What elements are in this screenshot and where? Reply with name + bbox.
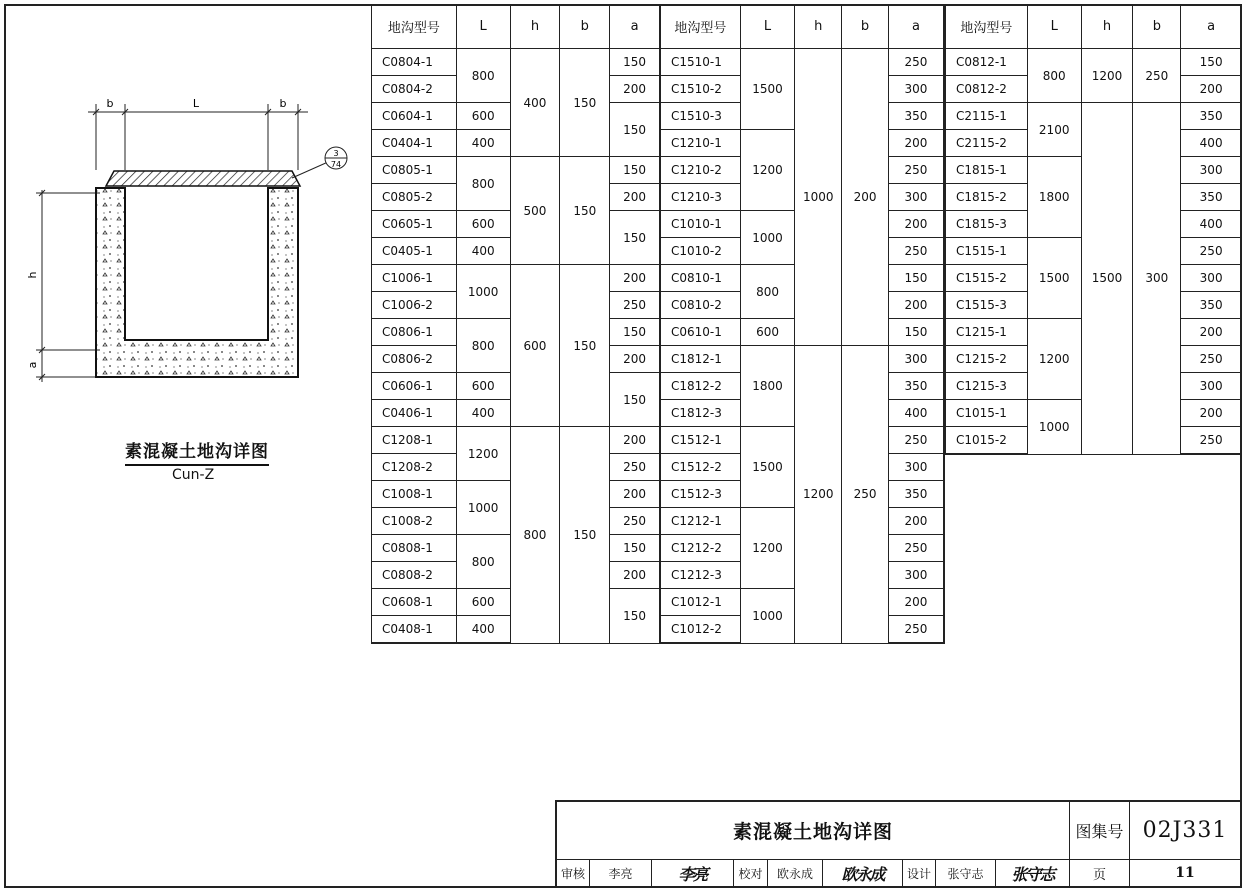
model-code: C1510-2	[661, 76, 741, 103]
model-code: C1815-2	[946, 184, 1028, 211]
a-value: 150	[610, 211, 660, 265]
l-value: 400	[456, 238, 510, 265]
h-value: 1200	[795, 346, 842, 644]
header-l: L	[456, 5, 510, 49]
l-value: 800	[456, 535, 510, 589]
model-code: C1008-1	[372, 481, 457, 508]
model-code: C0406-1	[372, 400, 457, 427]
a-value: 250	[888, 157, 944, 184]
l-value: 1000	[456, 265, 510, 319]
l-value: 800	[1027, 49, 1081, 103]
header-model: 地沟型号	[372, 5, 457, 49]
l-value: 1800	[1027, 157, 1081, 238]
l-value: 1000	[456, 481, 510, 535]
a-value: 200	[888, 292, 944, 319]
title-block-title: 素混凝土地沟详图	[732, 821, 893, 843]
dim-a: a	[26, 361, 39, 369]
a-value: 300	[888, 76, 944, 103]
h-value: 800	[510, 427, 560, 644]
a-value: 250	[888, 49, 944, 76]
l-value: 1500	[1027, 238, 1081, 319]
a-value: 150	[888, 265, 944, 292]
model-code: C1015-1	[946, 400, 1028, 427]
l-value: 1200	[740, 130, 795, 211]
dim-l: L	[192, 97, 200, 110]
model-code: C0606-1	[372, 373, 457, 400]
callout-bottom: 74	[330, 160, 342, 169]
l-value: 1500	[740, 427, 795, 508]
h-value: 400	[510, 49, 560, 157]
header-a: a	[1181, 5, 1242, 49]
b-value: 150	[560, 157, 610, 265]
a-value: 150	[610, 103, 660, 157]
model-code: C0806-2	[372, 346, 457, 373]
a-value: 250	[610, 454, 660, 481]
top-dimension-line	[88, 104, 308, 170]
h-value: 500	[510, 157, 560, 265]
checker-signature: 欧永成	[823, 860, 903, 886]
model-code: C1812-3	[661, 400, 741, 427]
model-code: C1210-3	[661, 184, 741, 211]
a-value: 350	[888, 373, 944, 400]
a-value: 250	[888, 535, 944, 562]
model-code: C1215-2	[946, 346, 1028, 373]
b-value: 200	[842, 49, 889, 346]
model-code: C0804-2	[372, 76, 457, 103]
model-code: C0605-1	[372, 211, 457, 238]
header-model: 地沟型号	[946, 5, 1028, 49]
a-value: 250	[888, 238, 944, 265]
review-label: 审核	[557, 860, 590, 886]
model-code: C0804-1	[372, 49, 457, 76]
trench-section-drawing	[26, 90, 360, 390]
model-code: C1515-1	[946, 238, 1028, 265]
a-value: 150	[610, 157, 660, 184]
l-value: 800	[456, 319, 510, 373]
a-value: 200	[1181, 319, 1242, 346]
dim-b-left: b	[106, 97, 114, 110]
l-value: 800	[456, 49, 510, 103]
a-value: 350	[888, 103, 944, 130]
l-value: 1200	[456, 427, 510, 481]
model-code: C0808-1	[372, 535, 457, 562]
h-value: 1000	[795, 49, 842, 346]
header-h: h	[1081, 5, 1133, 49]
model-code: C1512-3	[661, 481, 741, 508]
model-code: C2115-1	[946, 103, 1028, 130]
a-value: 300	[888, 454, 944, 481]
b-value: 150	[560, 49, 610, 157]
page-label: 页	[1070, 860, 1130, 886]
header-h: h	[510, 5, 560, 49]
a-value: 200	[610, 427, 660, 454]
spec-table-3	[945, 4, 1242, 455]
atlas-number: 02J331	[1130, 802, 1240, 860]
l-value: 1200	[740, 508, 795, 589]
a-value: 300	[888, 562, 944, 589]
a-value: 200	[888, 211, 944, 238]
l-value: 1000	[740, 589, 795, 644]
model-code: C1215-3	[946, 373, 1028, 400]
header-model: 地沟型号	[661, 5, 741, 49]
concrete-u-channel	[96, 188, 298, 377]
model-code: C1208-2	[372, 454, 457, 481]
designer-name: 张守志	[936, 860, 996, 886]
a-value: 150	[888, 319, 944, 346]
l-value: 400	[456, 400, 510, 427]
title-block	[555, 800, 1242, 888]
model-code: C1006-1	[372, 265, 457, 292]
spec-table-1	[371, 4, 660, 644]
model-code: C1212-1	[661, 508, 741, 535]
l-value: 400	[456, 616, 510, 644]
model-code: C0608-1	[372, 589, 457, 616]
a-value: 150	[610, 535, 660, 562]
l-value: 600	[740, 319, 795, 346]
l-value: 1500	[740, 49, 795, 130]
a-value: 300	[1181, 373, 1242, 400]
l-value: 1200	[1027, 319, 1081, 400]
a-value: 200	[888, 130, 944, 157]
model-code: C1008-2	[372, 508, 457, 535]
model-code: C1510-1	[661, 49, 741, 76]
model-code: C1015-2	[946, 427, 1028, 455]
a-value: 250	[888, 616, 944, 644]
a-value: 150	[1181, 49, 1242, 76]
h-value: 600	[510, 265, 560, 427]
detail-subtitle: Cun-Z	[172, 467, 215, 483]
model-code: C0812-2	[946, 76, 1028, 103]
a-value: 200	[1181, 400, 1242, 427]
model-code: C1812-1	[661, 346, 741, 373]
reviewer-name: 李亮	[590, 860, 652, 886]
model-code: C0408-1	[372, 616, 457, 644]
a-value: 200	[610, 481, 660, 508]
l-value: 800	[456, 157, 510, 211]
check-label: 校对	[734, 860, 768, 886]
cover-slab	[106, 171, 300, 186]
a-value: 400	[1181, 211, 1242, 238]
detail-title: 素混凝土地沟详图	[125, 437, 269, 466]
h-value: 1500	[1081, 103, 1133, 455]
a-value: 300	[1181, 157, 1242, 184]
h-value: 1200	[1081, 49, 1133, 103]
a-value: 250	[888, 427, 944, 454]
l-value: 600	[456, 589, 510, 616]
model-code: C1815-1	[946, 157, 1028, 184]
title-block-title-cell	[557, 802, 1070, 860]
dim-b-right: b	[279, 97, 287, 110]
l-value: 600	[456, 211, 510, 238]
model-code: C0404-1	[372, 130, 457, 157]
reviewer-signature: 李亮	[652, 860, 734, 886]
a-value: 150	[610, 319, 660, 346]
l-value: 1800	[740, 346, 795, 427]
dim-h: h	[26, 271, 39, 279]
l-value: 600	[456, 103, 510, 130]
l-value: 600	[456, 373, 510, 400]
model-code: C1012-1	[661, 589, 741, 616]
a-value: 250	[610, 508, 660, 535]
b-value: 150	[560, 265, 610, 427]
header-a: a	[610, 5, 660, 49]
a-value: 400	[1181, 130, 1242, 157]
model-code: C0604-1	[372, 103, 457, 130]
a-value: 150	[610, 49, 660, 76]
model-code: C0610-1	[661, 319, 741, 346]
a-value: 300	[888, 346, 944, 373]
a-value: 150	[610, 373, 660, 427]
model-code: C1815-3	[946, 211, 1028, 238]
a-value: 250	[1181, 346, 1242, 373]
a-value: 200	[610, 184, 660, 211]
checker-name: 欧永成	[768, 860, 823, 886]
a-value: 250	[1181, 427, 1242, 455]
callout-leader	[292, 162, 328, 178]
model-code: C1212-3	[661, 562, 741, 589]
model-code: C1012-2	[661, 616, 741, 644]
a-value: 350	[1181, 292, 1242, 319]
a-value: 300	[1181, 265, 1242, 292]
a-value: 350	[1181, 103, 1242, 130]
a-value: 250	[1181, 238, 1242, 265]
a-value: 200	[610, 346, 660, 373]
header-a: a	[888, 5, 944, 49]
model-code: C1010-1	[661, 211, 741, 238]
a-value: 300	[888, 184, 944, 211]
a-value: 200	[888, 589, 944, 616]
l-value: 400	[456, 130, 510, 157]
model-code: C1212-2	[661, 535, 741, 562]
spec-table-2	[660, 4, 945, 644]
designer-signature: 张守志	[996, 860, 1070, 886]
model-code: C1210-2	[661, 157, 741, 184]
header-b: b	[560, 5, 610, 49]
page-number: 11	[1175, 865, 1195, 881]
model-code: C1512-2	[661, 454, 741, 481]
model-code: C0405-1	[372, 238, 457, 265]
model-code: C1208-1	[372, 427, 457, 454]
b-value: 250	[1133, 49, 1181, 103]
left-dimension-line	[36, 190, 100, 382]
model-code: C0808-2	[372, 562, 457, 589]
l-value: 2100	[1027, 103, 1081, 157]
model-code: C1512-1	[661, 427, 741, 454]
model-code: C1812-2	[661, 373, 741, 400]
a-value: 200	[610, 562, 660, 589]
model-code: C1006-2	[372, 292, 457, 319]
a-value: 200	[610, 265, 660, 292]
callout-top: 3	[333, 149, 339, 158]
header-h: h	[795, 5, 842, 49]
a-value: 350	[1181, 184, 1242, 211]
model-code: C1515-3	[946, 292, 1028, 319]
model-code: C2115-2	[946, 130, 1028, 157]
model-code: C0812-1	[946, 49, 1028, 76]
b-value: 250	[842, 346, 889, 644]
a-value: 400	[888, 400, 944, 427]
b-value: 150	[560, 427, 610, 644]
model-code: C0805-2	[372, 184, 457, 211]
model-code: C1510-3	[661, 103, 741, 130]
l-value: 800	[740, 265, 795, 319]
b-value: 300	[1133, 103, 1181, 455]
model-code: C0810-1	[661, 265, 741, 292]
header-l: L	[740, 5, 795, 49]
atlas-label: 图集号	[1070, 802, 1130, 860]
a-value: 200	[888, 508, 944, 535]
header-b: b	[842, 5, 889, 49]
l-value: 1000	[740, 211, 795, 265]
model-code: C0810-2	[661, 292, 741, 319]
a-value: 200	[610, 76, 660, 103]
a-value: 150	[610, 589, 660, 644]
l-value: 1000	[1027, 400, 1081, 455]
design-label: 设计	[903, 860, 936, 886]
a-value: 200	[1181, 76, 1242, 103]
model-code: C1215-1	[946, 319, 1028, 346]
model-code: C0806-1	[372, 319, 457, 346]
model-code: C1010-2	[661, 238, 741, 265]
header-l: L	[1027, 5, 1081, 49]
model-code: C0805-1	[372, 157, 457, 184]
a-value: 350	[888, 481, 944, 508]
model-code: C1210-1	[661, 130, 741, 157]
model-code: C1515-2	[946, 265, 1028, 292]
header-b: b	[1133, 5, 1181, 49]
a-value: 250	[610, 292, 660, 319]
